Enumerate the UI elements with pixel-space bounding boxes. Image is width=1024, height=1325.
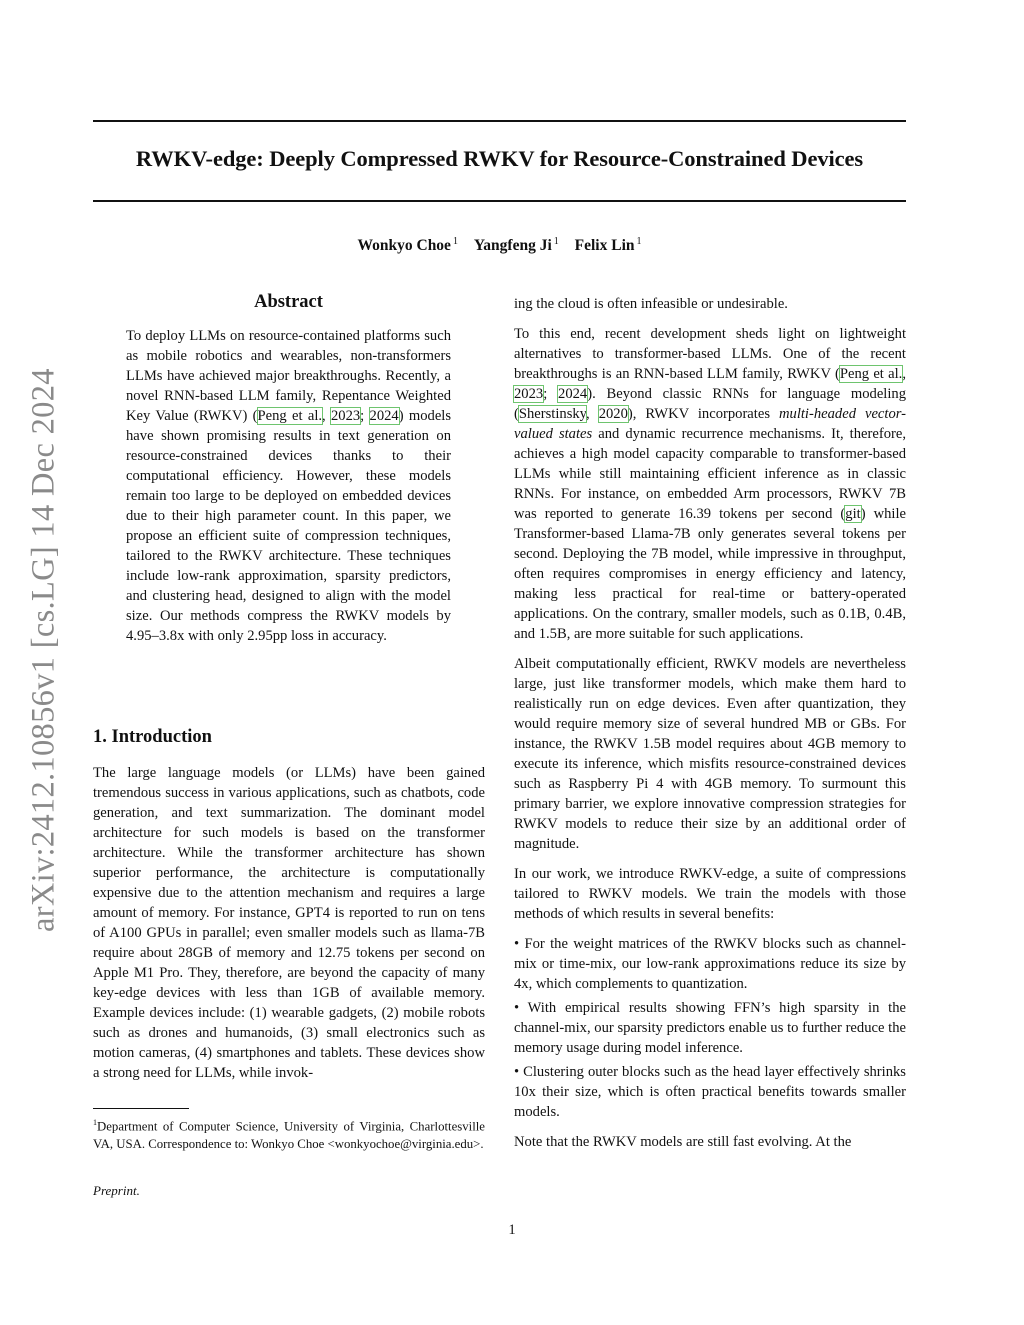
author: Felix Lin $^1$ [574,236,642,255]
arxiv-identifier: arXiv:2412.10856v1 [cs.LG] 14 Dec 2024 [25,368,62,932]
citation-link[interactable]: 2023 [514,386,544,402]
abstract-text: To deploy LLMs on resource-contained platforms such as mobile robotics and wearables, non-transformers LLMs have achieved major breakthroughs. Recently, a novel RNN-based LLM family, Repentance Weighted Key Value (RWKV) (Peng et al., 2023; 2024) models have shown promising results in text generation on resource-constrained devices thanks to their computational efficiency. However, these models remain too large to be deployed on embedded devices due to their high parameter count. In this paper, we propose an efficient suite of compression techniques, tailored to the RWKV architecture. These techniques include low-rank approximation, sparsity predictors, and clustering head, designed to align with the model size. Our methods compress the RWKV models by 4.95–3.8x with only 2.95pp loss in accuracy. [126,328,452,644]
author: Yangfeng Ji $^1$ [473,236,559,255]
footnote-rule [93,1108,189,1109]
citation-link[interactable]: git [845,506,861,522]
paragraph: ing the cloud is often infeasible or undesirable. [514,296,788,312]
citation-link[interactable]: 2023 [330,408,361,424]
paragraph: Albeit computationally efficient, RWKV models are nevertheless large, just like transformer models, which make them hard to realistically run on edge devices. Even after quantization, they would require memory size of several hundred MB or GBs. For instance, the RWKV 1.5B model requires about 4GB memory to execute its inference, which misfits resource-constrained devices such as Raspberry Pi 4 with 4GB memory. To surmount this primary barrier, we explore innovative compression strategies for RWKV models to reduce their size by an additional order of magnitude. [514,656,906,852]
title-top-rule [93,120,906,122]
citation-link[interactable]: Peng et al. [839,366,903,382]
bullet-item: • Clustering outer blocks such as the head layer effectively shrinks 10x their size, which is often practical benefits towards smaller models. [514,1064,906,1120]
bullet-item: • For the weight matrices of the RWKV blocks such as channel-mix or time-mix, our low-rank approximations reduce its size by 4x, which complements to quantization. [514,936,906,992]
page-number: 1 [508,1222,516,1238]
citation-link[interactable]: Peng et al. [257,408,323,424]
abstract-heading: Abstract [254,292,323,312]
citation-link[interactable]: 2020 [598,406,628,422]
title-bottom-rule [93,200,906,202]
introduction-text: The large language models (or LLMs) have been gained tremendous success in various applications, such as chatbots, code generation, and text summarization. The dominant model architecture for such models is based on the transformer architecture. While the transformer architecture has shown superior performance, the architecture is computationally expensive due to the attention mechanism and requires a large amount of memory. For instance, GPT4 is reported to run on tens of A100 GPUs in parallel; even smaller models such as llama-7B require about 28GB of memory and 12.75 tokens per second on Apple M1 Pro. They, therefore, are beyond the capacity of many key-edge devices with less than 1GB of available memory. Example devices include: (1) wearable gadgets, (2) mobile robots such as drones and humanoids, (3) small electronics such as motion cameras, (4) smartphones and tablets. These devices show a strong need for LLMs, while invok- [93,765,485,1081]
paper-title: RWKV-edge: Deeply Compressed RWKV for Resource-Constrained Devices [135,146,864,171]
citation-link[interactable]: 2024 [558,386,588,402]
paragraph: In our work, we introduce RWKV-edge, a suite of compressions tailored to RWKV models. We train the models with those methods of which results in several benefits: [514,866,906,922]
right-column [514,294,906,1162]
affiliation-footnote: $^1$Department of Computer Science, University of Virginia, Charlottesville VA, USA. Correspondence to: Wonkyo Choe <wonkyochoe@virginia.edu>. [93,1118,485,1152]
citation-link[interactable]: Sherstinsky [518,406,587,422]
author: Wonkyo Choe $^1$ [357,236,458,255]
bullet-item: • With empirical results showing FFN’s high sparsity in the channel-mix, our sparsity predictors enable us to further reduce the memory usage during model inference. [514,1000,906,1056]
section-heading-introduction: 1. Introduction [93,727,212,747]
preprint-label: Preprint. [93,1183,140,1198]
paragraph: Note that the RWKV models are still fast evolving. At the [514,1134,852,1150]
citation-link[interactable]: 2024 [369,408,399,424]
author-list [93,236,906,255]
paragraph: To this end, recent development sheds light on lightweight alternatives to transformer-based LLMs. One of the recent breakthroughs is an RNN-based LLM family, RWKV (Peng et al., 2023; 2024). Beyond classic RNNs for language modeling (Sherstinsky, 2020), RWKV incorporates multi-headed vector-valued states and dynamic recurrence mechanisms. It, therefore, achieves a high model capacity comparable to transformer-based LLMs while still maintaining efficient inference as in classic RNNs. For instance, on embedded Arm processors, RWKV 7B was reported to generate 16.39 tokens per second (git) while Transformer-based Llama-7B only generates several tokens per second. Deploying the 7B model, while impressive in throughput, often requires compromises in energy efficiency and latency, making less practical for real-time or battery-operated applications. On the contrary, smaller models, such as 0.1B, 0.4B, and 1.5B, are more suitable for such applications. [514,326,907,642]
